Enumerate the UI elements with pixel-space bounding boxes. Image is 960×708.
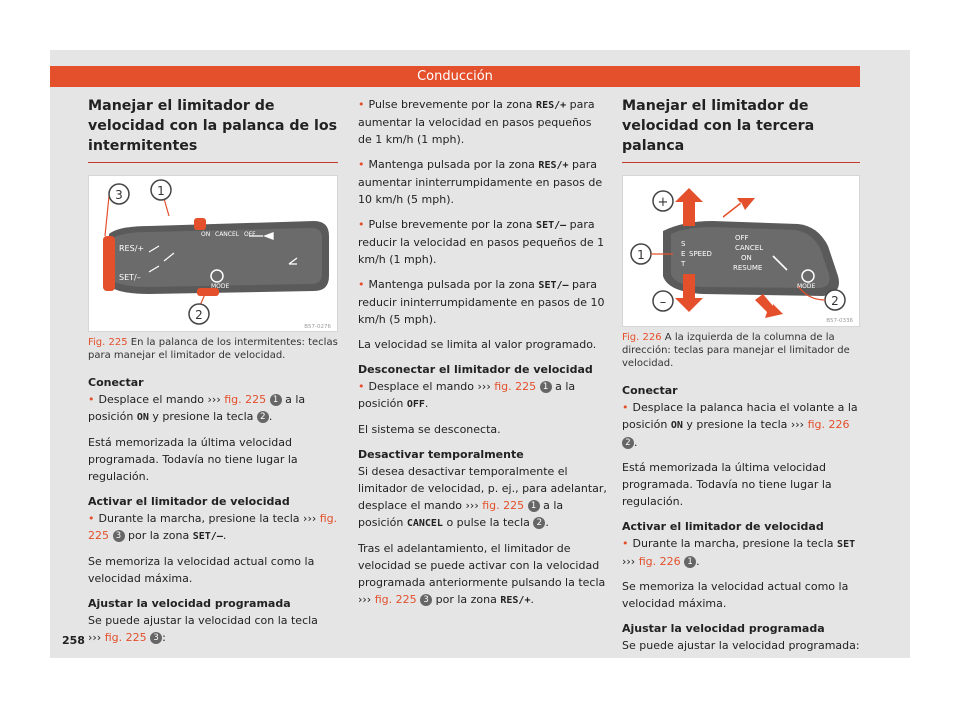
section-heading: Manejar el limitador de velocidad con la tercera palanca: [622, 96, 860, 163]
off-label: OFF: [244, 231, 256, 238]
paragraph: Está memorizada la última velocidad programada. Todavía no tiene lugar la regulación.: [88, 436, 298, 483]
figure-link[interactable]: fig. 226: [638, 555, 681, 568]
on-label: ON: [741, 254, 752, 262]
bullet-item: • Pulse brevemente por la zona SET/– para reducir la velocidad en pasos pequeños de 1 km/h (1 mph).: [358, 218, 605, 266]
subheading-ajustar: Ajustar la velocidad programada: [622, 622, 825, 635]
subheading-conectar: Conectar: [622, 384, 678, 397]
bullet-item: • Pulse brevemente por la zona RES/+ para aumentar la velocidad en pasos pequeños de 1 km/h (1 mph).: [358, 98, 595, 146]
subheading-ajustar: Ajustar la velocidad programada: [88, 597, 291, 610]
subheading-desconectar: Desconectar el limitador de velocidad: [358, 363, 593, 376]
bullet-item: • Mantenga pulsada por la zona RES/+ para aumentar ininterrumpidamente en pasos de 10 km/h (5 mph).: [358, 158, 603, 206]
figure-link[interactable]: fig. 225: [494, 380, 537, 393]
section-heading: Manejar el limitador de velocidad con la palanca de los intermitentes: [88, 96, 338, 163]
figure-caption: Fig. 226 A la izquierda de la columna de la dirección: teclas para manejar el limitador de velocidad.: [622, 332, 850, 369]
figure-code: B57-0276: [304, 324, 331, 330]
figure-code: B57-0336: [826, 318, 853, 324]
subheading-conectar: Conectar: [88, 376, 144, 389]
callout-1: 1: [157, 184, 165, 198]
figure-225: [88, 175, 338, 332]
callout-2: 2: [831, 294, 839, 308]
bullet-item: • Durante la marcha, presione la tecla SET ››› fig. 226 1 .: [622, 537, 856, 568]
mode-label: MODE: [797, 283, 816, 290]
bullet-item: • Mantenga pulsada por la zona SET/– para reducir ininterrumpidamente en pasos de 10 km/h (5 mph).: [358, 278, 605, 326]
cancel-label: CANCEL: [215, 231, 240, 238]
turn-signal-lever-illustration: [89, 176, 337, 331]
t-label: T: [681, 260, 686, 268]
callout-2: 2: [195, 308, 203, 322]
figure-link[interactable]: fig. 225: [482, 499, 525, 512]
paragraph: Se memoriza la velocidad actual como la velocidad máxima.: [622, 580, 849, 610]
e-label: E: [681, 250, 686, 258]
paragraph: Está memorizada la última velocidad programada. Todavía no tiene lugar la regulación.: [622, 461, 832, 508]
figure-link[interactable]: fig. 225: [88, 512, 338, 542]
paragraph: Se puede ajustar la velocidad con la tecla ››› fig. 225 3 :: [88, 614, 318, 644]
plus-label: +: [657, 195, 669, 210]
bullet-item: • Desplace el mando ››› fig. 225 1 a la posición OFF.: [358, 380, 576, 410]
paragraph: La velocidad se limita al valor programado.: [358, 338, 597, 351]
callout-3: 3: [115, 188, 123, 202]
off-label: OFF: [735, 234, 749, 242]
paragraph: Tras el adelantamiento, el limitador de velocidad se puede activar con la velocidad programada anteriormente pulsando la tecla ››› fig. 225 3 por la zona RES/+.: [358, 542, 606, 606]
paragraph: El sistema se desconecta.: [358, 423, 501, 436]
paragraph: Se memoriza la velocidad actual como la velocidad máxima.: [88, 555, 315, 585]
bullet-item: • Durante la marcha, presione la tecla ››› fig. 225 3 por la zona SET/–.: [88, 512, 338, 542]
s-label: S: [681, 240, 686, 248]
figure-link[interactable]: fig. 225: [104, 631, 147, 644]
paragraph: Se puede ajustar la velocidad programada:: [622, 639, 860, 652]
figure-link[interactable]: fig. 225: [224, 393, 267, 406]
subheading-activar: Activar el limitador de velocidad: [88, 495, 290, 508]
subheading-desactivar: Desactivar temporalmente: [358, 448, 524, 461]
paragraph: Si desea desactivar temporalmente el limitador de velocidad, p. ej., para adelantar, desplace el mando ››› fig. 225 1 a la posición CANCEL o pulse la tecla 2 .: [358, 465, 607, 529]
cancel-label: CANCEL: [735, 244, 764, 252]
column-right: [622, 96, 860, 654]
subheading-activar: Activar el limitador de velocidad: [622, 520, 824, 533]
res-label: RES/+: [119, 244, 145, 253]
resume-label: RESUME: [733, 264, 763, 272]
page-number: 258: [62, 634, 85, 647]
set-label: SET/–: [119, 273, 141, 282]
minus-label: –: [659, 295, 667, 310]
column-left: [88, 96, 338, 646]
bullet-item: • Desplace el mando ››› fig. 225 1 a la posición ON y presione la tecla 2 .: [88, 393, 306, 423]
bullet-item: • Desplace la palanca hacia el volante a la posición ON y presione la tecla ››› fig. 226 2 .: [622, 401, 858, 449]
column-middle: [358, 96, 608, 609]
third-lever-illustration: [623, 176, 859, 326]
on-label: ON: [201, 231, 211, 238]
figure-226: [622, 175, 860, 327]
figure-link[interactable]: fig. 225: [374, 593, 417, 606]
section-header: Conducción: [50, 66, 860, 87]
figure-caption: Fig. 225 En la palanca de los intermitentes: teclas para manejar el limitador de velocidad.: [88, 337, 338, 361]
callout-1: 1: [637, 248, 645, 262]
figure-link[interactable]: fig. 226: [807, 418, 850, 431]
speed-label: SPEED: [689, 250, 712, 258]
mode-label: MODE: [211, 283, 230, 290]
